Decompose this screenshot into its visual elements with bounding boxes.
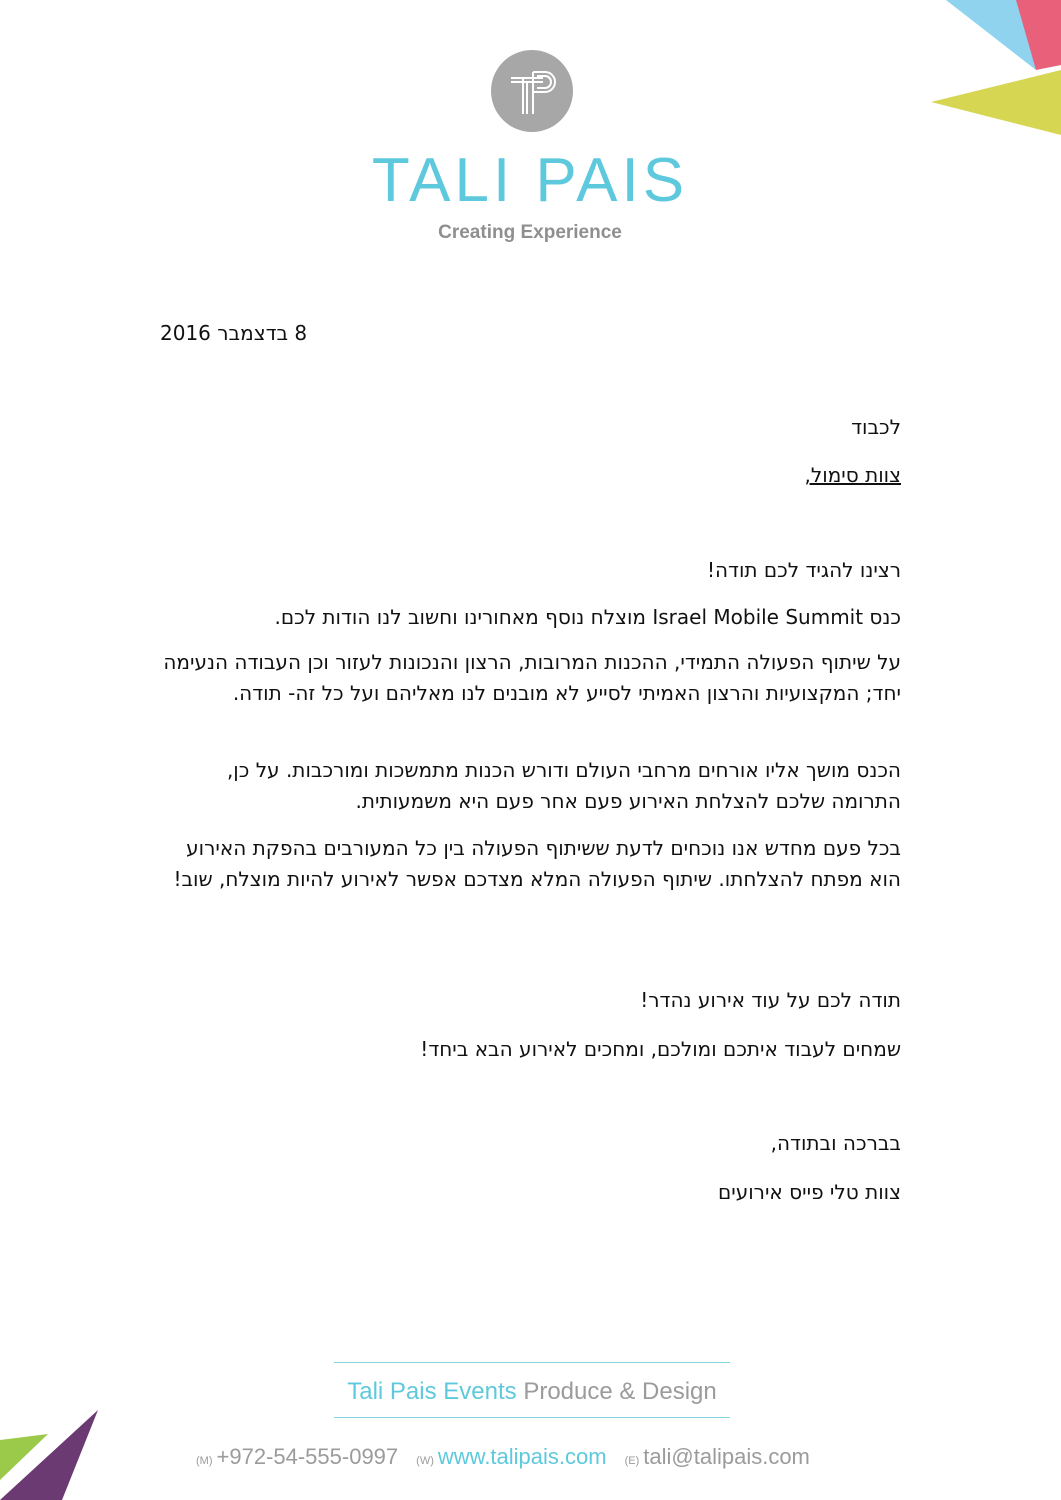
- mobile-number[interactable]: +972-54-555-0997: [216, 1444, 399, 1469]
- footer-divider-bottom: [334, 1417, 730, 1418]
- website-link[interactable]: www.talipais.com: [437, 1444, 607, 1469]
- triangle-yellow: [931, 70, 1061, 135]
- closing-line-2: שמחים לעבוד איתכם ומולכם, ומחכים לאירוע הבא ביחד!: [420, 1037, 901, 1061]
- email-link[interactable]: tali@talipais.com: [643, 1444, 810, 1469]
- paragraph-3: על שיתוף הפעולה התמידי, ההכנות המרובות, הרצון והנכונות לעזור וכן העבודה הנעימה יחד; המקצועיות והרצון האמיתי לסייע לא מובנים לנו מאליהם ועל כל זה- תודה.: [163, 650, 901, 705]
- corner-triangles-top-right: [931, 0, 1061, 140]
- signoff: בברכה ובתודה,: [770, 1131, 901, 1155]
- recipient: צוות סימול,: [804, 463, 901, 487]
- footer-divider-top: [334, 1362, 730, 1363]
- letter-date: 8 בדצמבר 2016: [160, 321, 308, 345]
- salutation: לכבוד: [851, 415, 901, 439]
- footer-brand-name: Tali Pais Events: [347, 1378, 517, 1405]
- paragraph-5: בכל פעם מחדש אנו נוכחים לדעת ששיתוף הפעולה בין כל המעורבים בהפקת האירוע הוא מפתח להצלחתו. שיתוף הפעולה המלא מצדכם אפשר לאירוע להיות מוצלח, שוב!: [173, 836, 901, 891]
- footer-brand-tagline: Produce & Design: [523, 1378, 717, 1405]
- paragraph-2: כנס Israel Mobile Summit מוצלח נוסף מאחורינו וחשוב לנו הודות לכם.: [274, 605, 901, 629]
- brand-tagline: Creating Experience: [438, 222, 622, 243]
- paragraph-1: רצינו להגיד לכם תודה!: [706, 558, 901, 582]
- email-label: (E): [624, 1455, 640, 1467]
- contact-line: [196, 1441, 876, 1477]
- paragraph-4: הכנס מושך אליו אורחים מרחבי העולם ודורש הכנות מתמשכות ומורכבות. על כן, התרומה שלכם להצלחת האירוע פעם אחר פעם היא משמעותית.: [226, 758, 901, 813]
- monogram-icon: [491, 50, 573, 132]
- logo-monogram-circle: [491, 50, 573, 132]
- brand-name: TALI PAIS: [371, 146, 689, 215]
- corner-triangles-bottom-left: [0, 1410, 110, 1500]
- mobile-label: (M): [196, 1455, 213, 1467]
- web-label: (W): [416, 1455, 434, 1467]
- footer-brand: [334, 1374, 730, 1410]
- closing-line-1: תודה לכם על עוד אירוע נהדר!: [640, 988, 901, 1012]
- signature: צוות טלי פייס אירועים: [717, 1180, 901, 1204]
